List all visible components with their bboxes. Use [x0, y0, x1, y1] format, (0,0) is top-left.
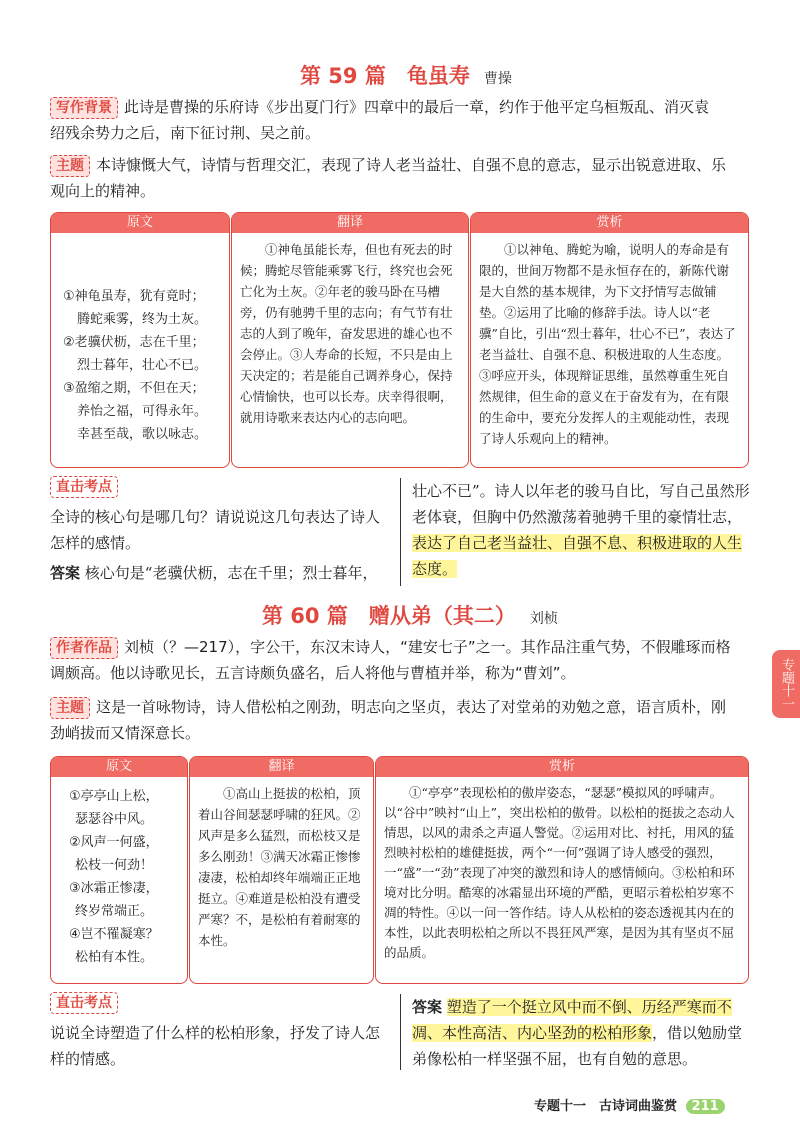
poem-line: ③冰霜正惨凄，	[69, 881, 159, 896]
side-tab[interactable]: 专题十一	[772, 650, 800, 718]
translation-60: ①高山上挺拔的松柏，顶着山谷间瑟瑟呼啸的狂风。②风声是多么猛烈，而松枝又是多么刚劲！③满天冰霜正惨惨凄凄，松柏却终年端端正正地挺立。④难道是松柏没有遭受严寒？不，是松柏有着耐寒的本性。	[198, 786, 361, 948]
poem-line: 松枝一何劲！	[75, 858, 154, 873]
article-60-author: 刘桢	[529, 611, 558, 627]
answer-59-left: 答案 核心句是“老骥伏枥，志在千里；烈士暮年，	[50, 564, 378, 582]
answer-highlight: 塑造了一个挺立风中而不倒、历经严寒而不凋、本性高洁、内心坚劲的松柏形象	[412, 998, 732, 1042]
translation-59: ①神龟虽能长寿，但也有死去的时候；腾蛇尽管能乘雾飞行，终究也会死亡化为土灰。②年老的骏马卧在马槽旁，仍有驰骋千里的志向；有气节有壮志的人到了晚年，奋发思进的雄心也不会停止。③人寿命的长短，不只是由上天决定的；若是能自己调养身心，保持心情愉快，也可以长寿。庆幸得很啊，就用诗歌来表达内心的志向吧。	[240, 242, 453, 425]
answer-label: 答案	[412, 998, 443, 1016]
theme-tag: 主题	[50, 155, 90, 177]
poem-line: 松柏有本性。	[75, 950, 154, 965]
author-works-tag: 作者作品	[50, 637, 118, 659]
header-original: 原文	[51, 213, 229, 233]
exam-tag: 直击考点	[50, 992, 118, 1014]
poem-line: 烈士暮年，壮心不已。	[77, 358, 208, 373]
question-60: 说说全诗塑造了什么样的松柏形象，抒发了诗人怎样的情感。	[50, 1024, 381, 1068]
background-paragraph-59: 写作背景 此诗是曹操的乐府诗《步出夏门行》四章中的最后一章，约作于他平定乌桓叛乱、消灭袁 绍残余势力之后，南下征讨荆、吴之前。	[50, 98, 710, 142]
table-60-original	[50, 756, 188, 984]
poem-line: ④岂不罹凝寒？	[69, 927, 159, 942]
poem-line: ①亭亭山上松，	[69, 789, 159, 804]
poem-line: 瑟瑟谷中风。	[75, 812, 154, 827]
header-translation: 翻译	[190, 757, 373, 777]
table-59-translation	[231, 212, 469, 468]
article-60-title: 第 60 篇 赠从弟（其二） 刘桢	[262, 604, 558, 628]
answer-highlight: 表达了自己老当益壮、自强不息、积极进取的人生态度。	[412, 534, 743, 578]
poem-line: ②风声一何盛，	[69, 835, 159, 850]
poem-line: 终岁常端正。	[75, 904, 154, 919]
table-59-appreciation	[470, 212, 749, 468]
background-tag: 写作背景	[50, 97, 118, 119]
article-59-author: 曹操	[483, 71, 512, 87]
question-59: 全诗的核心句是哪几句？请说说这几句表达了诗人怎样的感情。	[50, 508, 381, 552]
divider	[400, 994, 401, 1070]
footer-section: 专题十一 古诗词曲鉴赏	[534, 1099, 678, 1114]
poem-59	[51, 233, 229, 446]
answer-label: 答案	[50, 564, 81, 582]
poem-line: 腾蛇乘雾，终为土灰。	[77, 312, 208, 327]
poem-line: 养怡之福，可得永年。	[77, 404, 208, 419]
exam-tag: 直击考点	[50, 476, 118, 498]
table-60-translation	[189, 756, 374, 984]
poem-line: 幸甚至哉，歌以咏志。	[77, 427, 208, 442]
footer	[534, 1095, 725, 1114]
header-appreciation: 赏析	[376, 757, 748, 777]
author-works-paragraph: 作者作品 刘桢（？—217），字公干，东汉末诗人，“建安七子”之一。其作品注重气势，不假雕琢而格 调颇高。他以诗歌见长，五言诗颇负盛名，后人将他与曹植并举，称为“曹刘”。	[50, 638, 731, 682]
poem-line: ②老骥伏枥，志在千里；	[63, 335, 205, 350]
divider	[400, 478, 401, 586]
exam-point-60	[50, 992, 390, 1072]
theme-paragraph-60: 主题 这是一首咏物诗，诗人借松柏之刚劲，明志向之坚贞，表达了对堂弟的劝勉之意，语言质朴，刚 劲峭拔而又情深意长。	[50, 698, 727, 742]
theme-paragraph-59: 主题 本诗慷慨大气，诗情与哲理交汇，表现了诗人老当益壮、自强不息的意志，显示出锐意进取、乐 观向上的精神。	[50, 156, 727, 200]
poem-60	[51, 777, 187, 969]
header-appreciation: 赏析	[471, 213, 748, 233]
answer-59-right: 壮心不已”。诗人以年老的骏马自比，写自己虽然形老体衰，但胸中仍然激荡着驰骋千里的豪情壮志，表达了自己老当益壮、自强不息、积极进取的人生态度。	[412, 482, 750, 578]
exam-point-59	[50, 476, 390, 586]
article-59-title: 第 59 篇 龟虽寿 曹操	[300, 64, 512, 88]
page-number: 211	[686, 1099, 725, 1114]
answer-60: 答案 塑造了一个挺立风中而不倒、历经严寒而不凋、本性高洁、内心坚劲的松柏形象，借以勉励堂弟像松柏一样坚强不屈，也有自勉的意思。	[412, 998, 743, 1068]
table-59-original	[50, 212, 230, 468]
appreciation-60: ①“亭亭”表现松柏的傲岸姿态，“瑟瑟”模拟风的呼啸声。以“谷中”映衬“山上”，突出松柏的傲骨。以松柏的挺拔之态动人情思，以风的肃杀之声逼人警觉。②运用对比、衬托，用风的猛烈映衬松柏的雄健挺拔，两个“一何”强调了诗人感受的强烈，一“盛”一“劲”表现了冲突的激烈和诗人的感情倾向。③松柏和环境对比分明。酷寒的冰霜显出环境的严酷，更昭示着松柏岁寒不凋的特性。④以一问一答作结。诗人从松柏的姿态透视其内在的本性，以此表明松柏之所以不畏狂风严寒，是因为其有坚贞不屈的品质。	[384, 785, 735, 960]
header-translation: 翻译	[232, 213, 468, 233]
poem-line: ③盈缩之期，不但在天；	[63, 381, 205, 396]
table-60-appreciation	[375, 756, 749, 984]
poem-line: ①神龟虽寿，犹有竟时；	[63, 289, 205, 304]
appreciation-59: ①以神龟、腾蛇为喻，说明人的寿命是有限的，世间万物都不是永恒存在的，新陈代谢是大自然的基本规律，为下文抒情写志做铺垫。②运用了比喻的修辞手法。诗人以“老骥”自比，引出“烈士暮年，壮心不已”，表达了老当益壮、自强不息、积极进取的人生态度。③呼应开头，体现辩证思维，虽然尊重生死自然规律，但生命的意义在于奋发有为，在有限的生命中，要充分发挥人的主观能动性，表现了诗人乐观向上的精神。	[479, 242, 736, 446]
header-original: 原文	[51, 757, 187, 777]
theme-tag: 主题	[50, 697, 90, 719]
